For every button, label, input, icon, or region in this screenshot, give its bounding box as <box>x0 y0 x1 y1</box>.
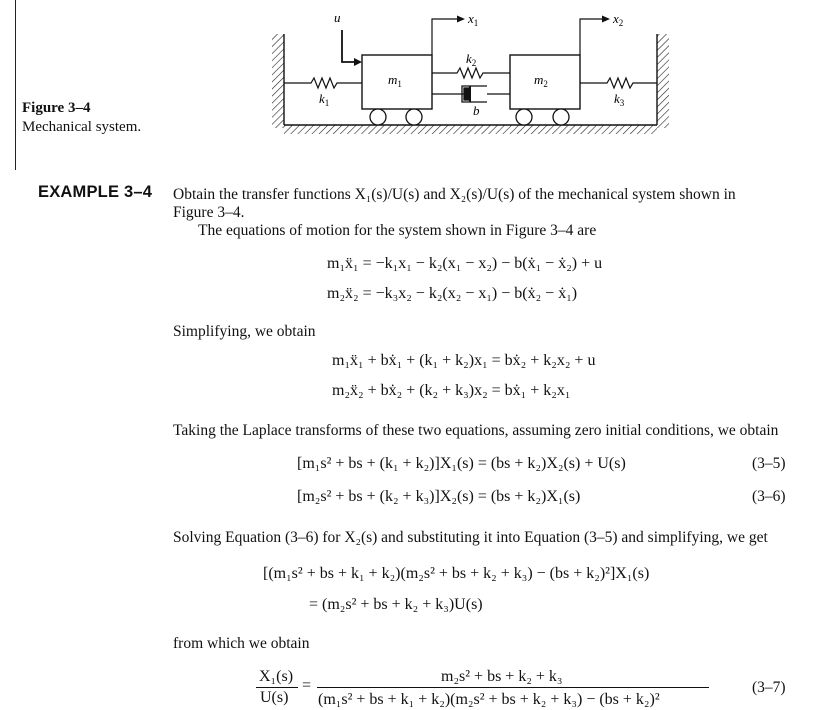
equation-motion-2: m₂ẍ₂ = −k₃x₂ − k₂(x₂ − x₁) − b(ẋ₂ − ẋ₁) <box>327 285 578 302</box>
solving-text: Solving Equation (3–6) for X₂(s) and substituting it into Equation (3–5) and simplifying, we get <box>173 529 768 546</box>
ground <box>284 125 657 134</box>
equation-simplified-2: m₂ẍ₂ + bẋ₂ + (k₂ + k₃)x₂ = bẋ₁ + k₂x₁ <box>332 382 571 399</box>
tf-lhs-fraction-bar <box>256 687 298 688</box>
motion-intro: The equations of motion for the system shown in Figure 3–4 are <box>198 222 597 239</box>
tf-lhs-numerator: X₁(s) <box>259 668 294 685</box>
intro-line-2: Figure 3–4. <box>173 204 245 221</box>
label-k3: $k_3$ <box>614 91 625 108</box>
equation-laplace-1: [m₁s² + bs + (k₁ + k₂)]X₁(s) = (bs + k₂)X₂(s) + U(s) <box>297 455 626 472</box>
displacement-x1-arrow <box>432 16 465 56</box>
label-m2: $m_2$ <box>534 72 548 89</box>
spring-k2 <box>432 68 510 78</box>
example-label: EXAMPLE 3–4 <box>38 183 153 201</box>
displacement-x2-arrow <box>580 16 610 56</box>
equation-number-3-6: (3–6) <box>752 488 786 505</box>
mechanical-system-diagram <box>0 0 813 145</box>
figure-caption-label: Figure 3–4 <box>22 100 91 116</box>
intro-line-1: Obtain the transfer functions X₁(s)/U(s) and X₂(s)/U(s) of the mechanical system shown in <box>173 186 736 203</box>
force-u-arrow <box>342 30 362 66</box>
tf-rhs-denominator: (m₁s² + bs + k₁ + k₂)(m₂s² + bs + k₂ + k₃) − (bs + k₂)² <box>318 691 660 708</box>
equation-laplace-2: [m₂s² + bs + (k₂ + k₃)]X₂(s) = (bs + k₂)X₁(s) <box>297 488 581 505</box>
laplace-text: Taking the Laplace transforms of these two equations, assuming zero initial conditions, we obtain <box>173 422 779 439</box>
simplifying-text: Simplifying, we obtain <box>173 323 316 340</box>
label-k2: $k_2$ <box>466 51 477 68</box>
tf-rhs-numerator: m₂s² + bs + k₂ + k₃ <box>441 668 563 685</box>
label-u: u <box>334 10 341 25</box>
tf-equals: = <box>302 677 312 694</box>
equation-combined-2: = (m₂s² + bs + k₂ + k₃)U(s) <box>309 596 483 613</box>
equation-motion-1: m₁ẍ₁ = −k₁x₁ − k₂(x₁ − x₂) − b(ẋ₁ − ẋ₂) + u <box>327 255 603 272</box>
spring-k1 <box>284 78 362 88</box>
equation-number-3-5: (3–5) <box>752 455 786 472</box>
tf-rhs-fraction-bar <box>317 687 709 688</box>
figure-caption-text: Mechanical system. <box>22 119 142 135</box>
label-b: b <box>473 103 480 118</box>
equation-simplified-1: m₁ẍ₁ + bẋ₁ + (k₁ + k₂)x₁ = bẋ₂ + k₂x₂ + u <box>332 352 596 369</box>
right-wall <box>657 34 669 128</box>
label-m1: $m_1$ <box>388 72 402 89</box>
equation-number-3-7: (3–7) <box>752 679 786 696</box>
equation-combined-1: [(m₁s² + bs + k₁ + k₂)(m₂s² + bs + k₂ + k₃) − (bs + k₂)²]X₁(s) <box>263 565 650 582</box>
spring-k3 <box>580 78 657 88</box>
label-x2: $x_2$ <box>613 11 624 28</box>
label-x1: $x_1$ <box>468 11 479 28</box>
wheels <box>370 109 569 125</box>
damper-b <box>432 86 510 102</box>
left-wall <box>272 34 284 128</box>
from-which-text: from which we obtain <box>173 635 310 652</box>
label-k1: $k_1$ <box>319 91 330 108</box>
tf-lhs-denominator: U(s) <box>260 689 289 706</box>
